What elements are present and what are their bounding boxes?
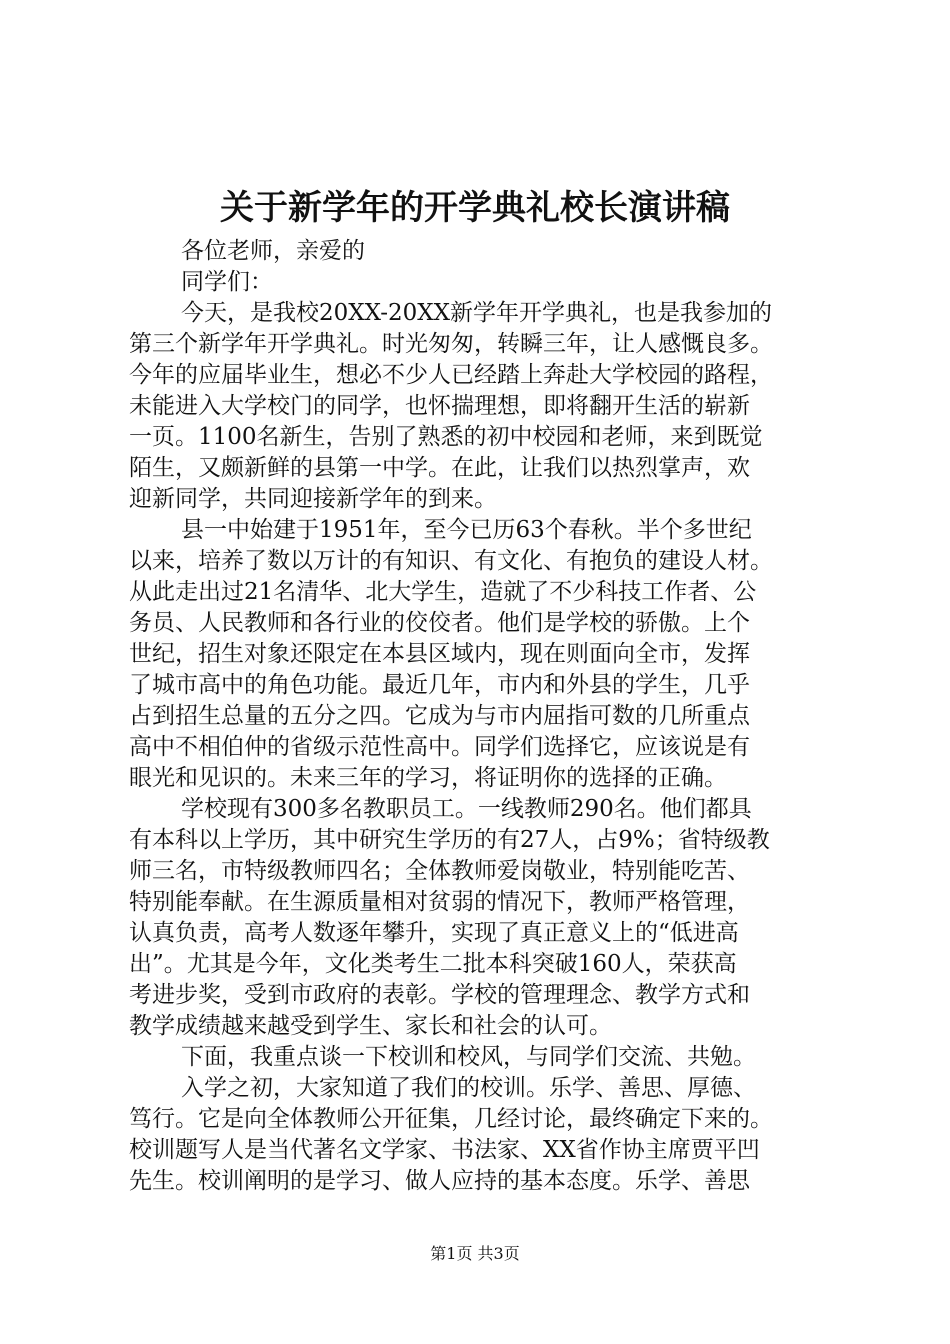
text-line: 第三个新学年开学典礼。时光匆匆，转瞬三年，让人感慨良多。: [129, 331, 773, 357]
text-line: 高中不相伯仲的省级示范性高中。同学们选择它，应该说是有: [129, 734, 750, 760]
document-title: 关于新学年的开学典礼校长演讲稿: [220, 188, 730, 228]
text-line: 同学们：: [181, 269, 273, 295]
text-line: 认真负责，高考人数逐年攀升，实现了真正意义上的“低进高: [129, 920, 739, 946]
text-line: 笃行。它是向全体教师公开征集，几经讨论，最终确定下来的。: [129, 1106, 773, 1132]
text-line: 特别能奉献。在生源质量相对贫弱的情况下，教师严格管理，: [129, 889, 750, 915]
text-line: 了城市高中的角色功能。最近几年，市内和外县的学生，几乎: [129, 672, 750, 698]
text-line: 出”。尤其是今年，文化类考生二批本科突破160人，荣获高: [129, 951, 737, 977]
text-line: 今年的应届毕业生，想必不少人已经踏上奔赴大学校园的路程，: [129, 362, 773, 388]
text-line: 学校现有300多名教职员工。一线教师290名。他们都具: [181, 796, 752, 822]
text-line: 从此走出过21名清华、北大学生，造就了不少科技工作者、公: [129, 579, 757, 605]
text-line: 有本科以上学历，其中研究生学历的有27人，占9%；省特级教: [129, 827, 770, 853]
text-line: 迎新同学，共同迎接新学年的到来。: [129, 486, 497, 512]
text-line: 校训题写人是当代著名文学家、书法家、XX省作协主席贾平凹: [129, 1137, 760, 1163]
text-line: 陌生，又颇新鲜的县第一中学。在此，让我们以热烈掌声，欢: [129, 455, 750, 481]
text-line: 占到招生总量的五分之四。它成为与市内屈指可数的几所重点: [129, 703, 750, 729]
document-body: [129, 236, 831, 1197]
text-line: 教学成绩越来越受到学生、家长和社会的认可。: [129, 1013, 612, 1039]
text-line: 未能进入大学校门的同学，也怀揣理想，即将翻开生活的崭新: [129, 393, 750, 419]
text-line: 先生。校训阐明的是学习、做人应持的基本态度。乐学、善思: [129, 1168, 750, 1194]
text-line: 师三名，市特级教师四名；全体教师爱岗敬业，特别能吃苦、: [129, 858, 750, 884]
text-line: 考进步奖，受到市政府的表彰。学校的管理理念、教学方式和: [129, 982, 750, 1008]
text-line: 世纪，招生对象还限定在本县区域内，现在则面向全市，发挥: [129, 641, 750, 667]
text-line: 以来，培养了数以万计的有知识、有文化、有抱负的建设人材。: [129, 548, 773, 574]
page-footer: 第1页 共3页: [430, 1244, 520, 1263]
text-line: 眼光和见识的。未来三年的学习，将证明你的选择的正确。: [129, 765, 727, 791]
text-line: 县一中始建于1951年，至今已历63个春秋。半个多世纪: [181, 517, 752, 543]
text-line: 入学之初，大家知道了我们的校训。乐学、善思、厚德、: [181, 1075, 756, 1101]
text-line: 务员、人民教师和各行业的佼佼者。他们是学校的骄傲。上个: [129, 610, 750, 636]
text-line: 各位老师，亲爱的: [181, 238, 365, 264]
text-line: 今天，是我校20XX-20XX新学年开学典礼，也是我参加的: [181, 300, 772, 326]
text-line: 一页。1100名新生，告别了熟悉的初中校园和老师，来到既觉: [129, 424, 763, 450]
text-line: 下面，我重点谈一下校训和校风，与同学们交流、共勉。: [181, 1044, 756, 1070]
